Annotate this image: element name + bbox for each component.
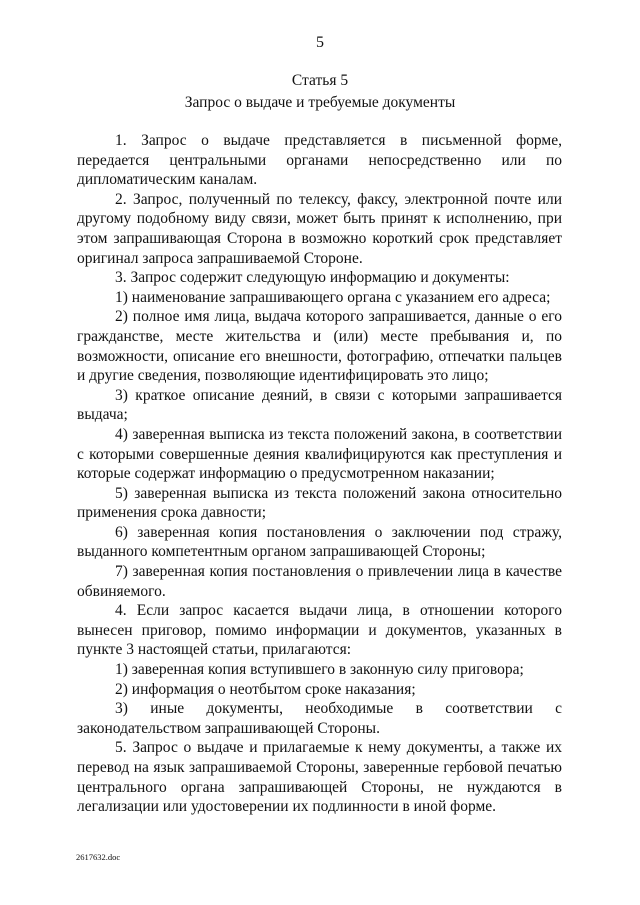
list-item-4-3: 3) иные документы, необходимые в соответствии с законодательством запрашивающей Стороны. [77, 700, 562, 737]
paragraph-1: 1. Запрос о выдаче представляется в письменной форме, передается центральными органами непосредственно или по дипломатическим каналам. [77, 132, 562, 189]
paragraph-4: 4. Если запрос касается выдачи лица, в отношении которого вынесен приговор, помимо информации и документов, указанных в пункте 3 настоящей статьи, прилагаются: [77, 602, 562, 659]
article-title: Статья 5 [291, 72, 349, 89]
article-subtitle: Запрос о выдаче и требуемые документы [184, 94, 456, 111]
footer-filename: 2617632.doc [76, 852, 121, 862]
paragraph-3: 3. Запрос содержит следующую информацию и документы: [115, 269, 510, 287]
list-item-3-4: 4) заверенная выписка из текста положений закона, в соответствии с которыми совершенные деяния квалифицируются как преступления и которые содержат информацию о предусмотренном наказании; [77, 425, 562, 483]
document-body [77, 131, 562, 817]
list-item-3-5: 5) заверенная выписка из текста положений закона относительно применения срока давности; [77, 484, 562, 522]
list-item-3-3: 3) краткое описание деяний, в связи с которыми запрашивается выдача; [77, 386, 562, 424]
paragraph-5: 5. Запрос о выдаче и прилагаемые к нему документы, а также их перевод на язык запрашиваемой Стороны, заверенные гербовой печатью центрального органа запрашивающей Стороны, не нуждаются в легализации или удостоверении их подлинности в иной форме. [77, 739, 562, 816]
list-item-3-2: 2) полное имя лица, выдача которого запрашивается, данные о его гражданстве, месте жительства и (или) месте пребывания и, по возможности, описание его внешности, фотографию, отпечатки пальцев и другие сведения, позволяющие идентифицировать это лицо; [77, 308, 562, 385]
list-item-3-7: 7) заверенная копия постановления о привлечении лица в качестве обвиняемого. [77, 563, 562, 600]
list-item-3-6: 6) заверенная копия постановления о заключении под стражу, выданного компетентным органом запрашивающей Стороны; [77, 523, 562, 561]
page-number: 5 [316, 34, 324, 51]
list-item-4-2: 2) информация о неотбытом сроке наказания; [115, 680, 416, 698]
list-item-3-1: 1) наименование запрашивающего органа с указанием его адреса; [115, 288, 551, 306]
paragraph-2: 2. Запрос, полученный по телексу, факсу, электронной почте или другому подобному виду связи, может быть принят к исполнению, при этом запрашивающая Сторона в возможно короткий срок представляет оригинал запроса запрашиваемой Стороне. [77, 190, 562, 267]
list-item-4-1: 1) заверенная копия вступившего в законную силу приговора; [115, 661, 524, 679]
